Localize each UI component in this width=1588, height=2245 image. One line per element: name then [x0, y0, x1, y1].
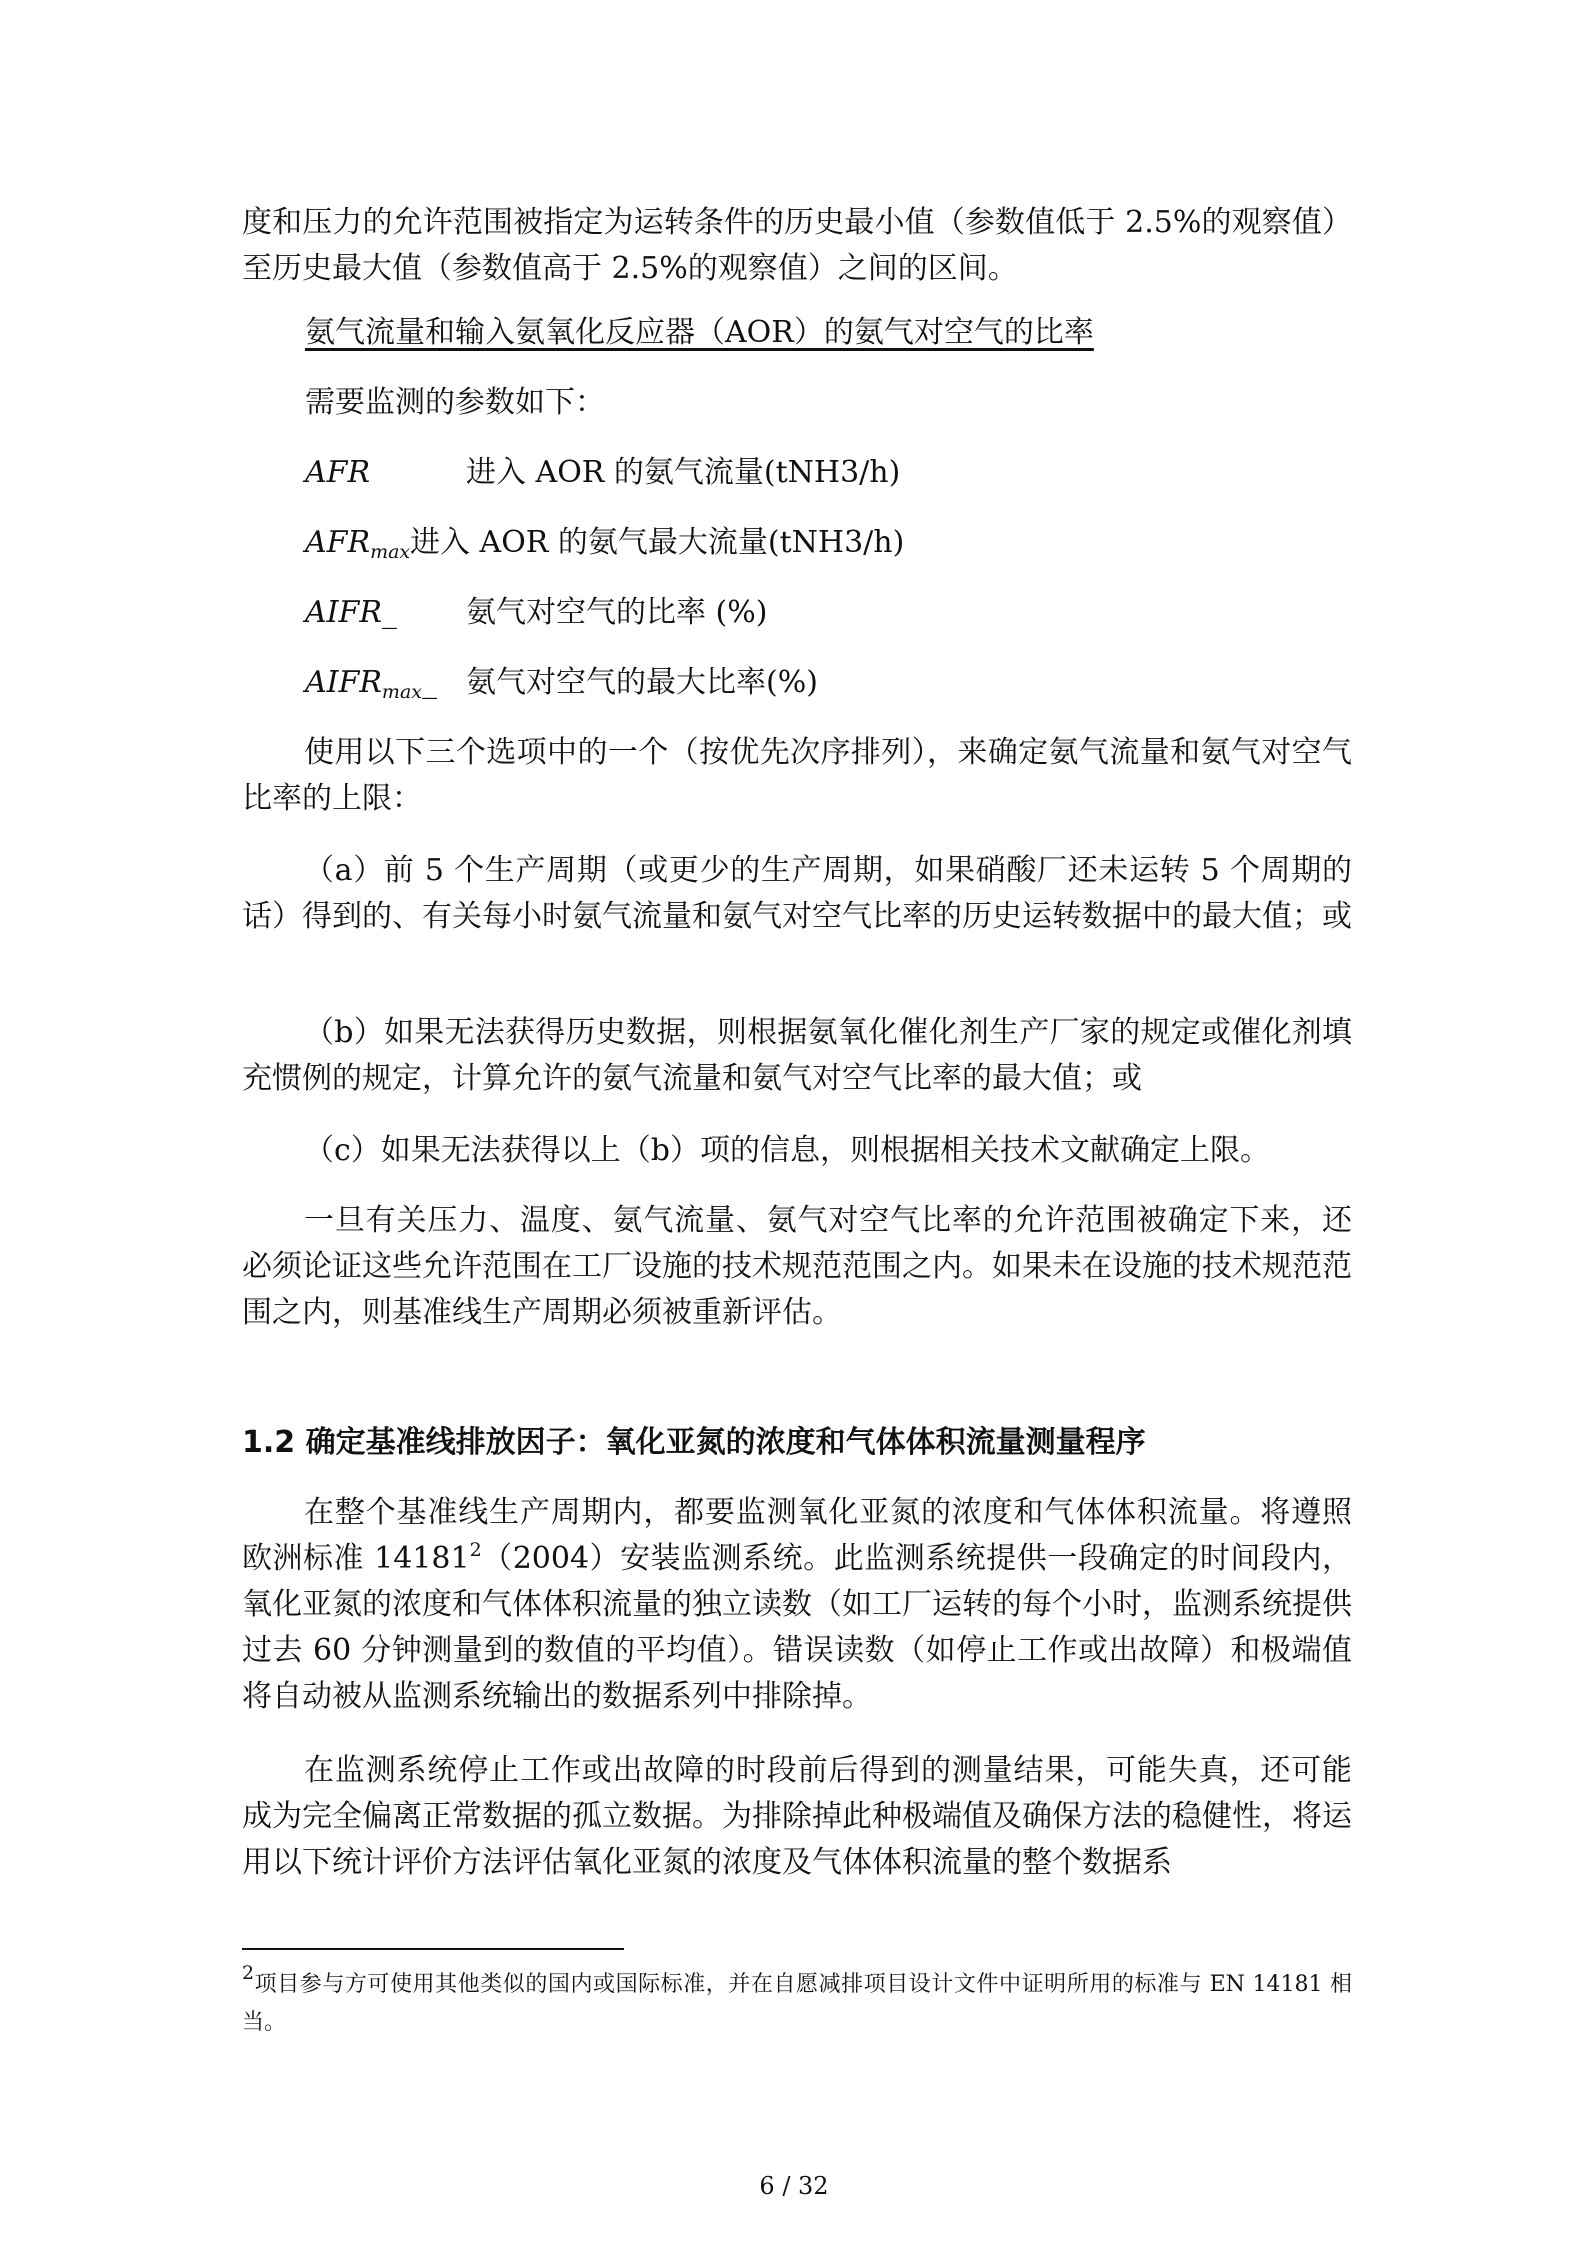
footnote-ref: 2	[469, 1539, 482, 1561]
param-var: AFR	[305, 455, 371, 490]
option-a: （a）前 5 个生产周期（或更少的生产周期，如果硝酸厂还未运转 5 个周期的话）得到的、有关每小时氨气流量和氨气对空气比率的历史运转数据中的最大值；或	[242, 853, 1352, 934]
footnote	[242, 1962, 1352, 2042]
page-number: 6 / 32	[759, 2172, 829, 2200]
section-heading: 1.2 确定基准线排放因子：氧化亚氮的浓度和气体体积流量测量程序	[242, 1425, 1146, 1460]
paragraph-options-intro: 使用以下三个选项中的一个（按优先次序排列），来确定氨气流量和氨气对空气比率的上限：	[242, 735, 1352, 816]
param-var: $AIFR_{max}\_$	[305, 665, 437, 703]
paragraph-statistical-evaluation: 在监测系统停止工作或出故障的时段前后得到的测量结果，可能失真，还可能成为完全偏离正常数据的孤立数据。为排除掉此种极端值及确保方法的稳健性，将运用以下统计评价方法评估氧化亚氮的浓度及气体体积流量的整个数据系	[242, 1753, 1352, 1880]
param-var: AIFR_	[305, 595, 397, 630]
option-b: （b）如果无法获得历史数据，则根据氨氧化催化剂生产厂家的规定或催化剂填充惯例的规定，计算允许的氨气流量和氨气对空气比率的最大值；或	[242, 1015, 1352, 1096]
param-var: $AFR_{max}$	[305, 525, 411, 563]
params-intro: 需要监测的参数如下：	[305, 385, 605, 420]
paragraph-monitoring-system: 在整个基准线生产周期内，都要监测氧化亚氮的浓度和气体体积流量。将遵照欧洲标准 14181$^2$（2004）安装监测系统。此监测系统提供一段确定的时间段内，氧化亚氮的浓度和气体体积流量的独立读数（如工厂运转的每个小时，监测系统提供过去 60 分钟测量到的数值的平均值）。错误读数（如停止工作或出故障）和极端值将自动被从监测系统输出的数据系列中排除掉。	[242, 1495, 1352, 1714]
param-desc: 氨气对空气的最大比率(%)	[466, 665, 818, 700]
param-desc: 进入 AOR 的氨气最大流量(tNH3/h)	[410, 525, 905, 560]
param-desc: 进入 AOR 的氨气流量(tNH3/h)	[466, 455, 901, 490]
option-c: （c）如果无法获得以上（b）项的信息，则根据相关技术文献确定上限。	[304, 1133, 1271, 1168]
subtitle-ammonia-flow: 氨气流量和输入氨氧化反应器（AOR）的氨气对空气的比率	[305, 315, 1094, 350]
footnote-mark: 2	[242, 1962, 255, 1984]
footnote-text: 项目参与方可使用其他类似的国内或国际标准，并在自愿减排项目设计文件中证明所用的标准与 EN 14181 相当。	[242, 1972, 1352, 2035]
paragraph-range-verification: 一旦有关压力、温度、氨气流量、氨气对空气比率的允许范围被确定下来，还必须论证这些允许范围在工厂设施的技术规范范围之内。如果未在设施的技术规范范围之内，则基准线生产周期必须被重新评估。	[242, 1203, 1352, 1330]
param-desc: 氨气对空气的比率 (%)	[466, 595, 768, 630]
footnote-divider	[242, 1948, 624, 1950]
paragraph-range-definition: 度和压力的允许范围被指定为运转条件的历史最小值（参数值低于 2.5%的观察值）至历史最大值（参数值高于 2.5%的观察值）之间的区间。	[242, 205, 1352, 286]
